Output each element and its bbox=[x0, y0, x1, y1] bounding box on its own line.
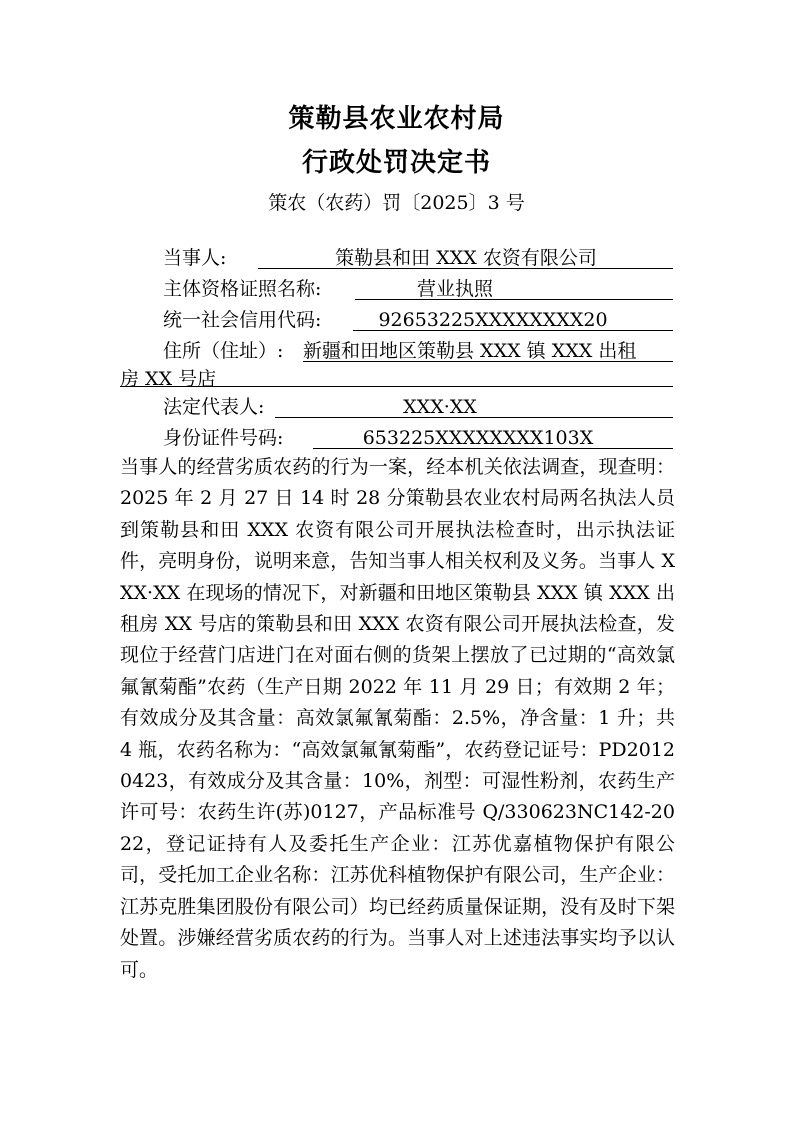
address-label: 住所（住址）: bbox=[163, 340, 284, 362]
document-number: 策农（农药）罚〔2025〕3 号 bbox=[268, 192, 525, 214]
id-number-label: 身份证件号码: bbox=[163, 427, 284, 449]
credit-code-label: 统一社会信用代码: bbox=[163, 309, 322, 331]
license-underline bbox=[355, 299, 673, 300]
party-label: 当事人: bbox=[163, 247, 227, 269]
id-number-value: 653225XXXXXXXX103X bbox=[362, 427, 594, 449]
legal-rep-value: XXX·XX bbox=[403, 396, 477, 418]
party-value: 策勒县和田 XXX 农资有限公司 bbox=[335, 247, 597, 269]
license-value: 营业执照 bbox=[416, 278, 493, 300]
legal-rep-underline bbox=[275, 417, 673, 418]
credit-code-underline bbox=[353, 330, 673, 331]
document-title: 行政处罚决定书 bbox=[301, 148, 491, 178]
legal-rep-label: 法定代表人: bbox=[163, 396, 265, 418]
case-facts-paragraph: 当事人的经营劣质农药的行为一案，经本机关依法调查，现查明：2025 年 2 月 27 日 14 时 28 分策勒县农业农村局两名执法人员到策勒县和田 XXX 农资有限公司开展执法检查时，出示执法证件，亮明身份，说明来意，告知当事人相关权利及义务。当事人 XXX·XX 在现场的情况下，对新疆和田地区策勒县 XXX 镇 XXX 出租房 XX 号店的策勒县和田 XXX 农资有限公司开展执法检查，发现位于经营门店进门在对面右侧的货架上摆放了已过期的“高效氯氟氰菊酯”农药（生产日期 2022 年 11 月 29 日；有效期 2 年；有效成分及其含量：高效氯氟氰菊酯：2.5%，净含量：1 升；共 4 瓶，农药名称为：“高效氯氟氰菊酯”，农药登记证号：PD20120423，有效成分及其含量：10%，剂型：可湿性粉剂，农药生产许可号：农药生许(苏)0127，产品标准号 Q/330623NC142-2022，登记证持有人及委托生产企业：江苏优嘉植物保护有限公司，受托加工企业名称：江苏优科植物保护有限公司，生产企业：江苏克胜集团股份有限公司）均已经药质量保证期，没有及时下架处置。涉嫌经营劣质农药的行为。当事人对上述违法事实均予以认可。 bbox=[120, 456, 675, 981]
address-underline-2 bbox=[120, 386, 673, 387]
address-value-line1: 新疆和田地区策勒县 XXX 镇 XXX 出租 bbox=[303, 340, 637, 362]
credit-code-value: 92653225XXXXXXXX20 bbox=[378, 309, 608, 331]
address-underline-1 bbox=[303, 361, 673, 362]
issuing-authority: 策勒县农业农村局 bbox=[288, 104, 505, 134]
license-label: 主体资格证照名称: bbox=[163, 278, 322, 300]
address-value-line2: 房 XX 号店 bbox=[120, 368, 217, 390]
party-underline bbox=[258, 268, 673, 269]
id-number-underline bbox=[313, 448, 673, 449]
